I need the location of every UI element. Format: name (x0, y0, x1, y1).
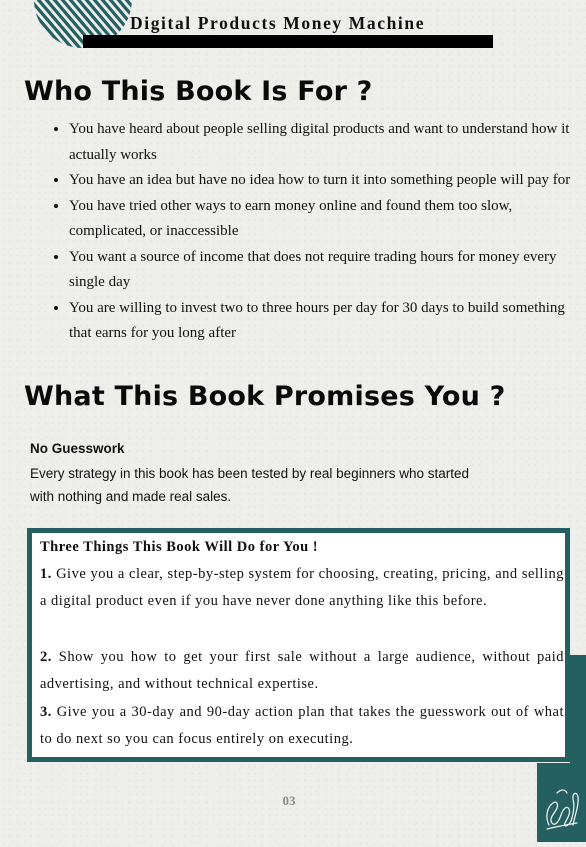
list-item: • You have tried other ways to earn money online and found them too slow, complicated, or inaccessible (69, 194, 574, 245)
who-heading: Who This Book Is For ? (24, 76, 373, 107)
list-item: • You are willing to invest two to three hours per day for 30 days to build something that earns for you long after (69, 296, 574, 347)
item-number: 1. (40, 566, 52, 582)
header-title: Digital Products Money Machine (130, 13, 426, 33)
no-guesswork-body: Every strategy in this book has been tested by real beginners who started with nothing and made real sales. (30, 466, 470, 504)
list-item: • You have an idea but have no idea how to turn it into something people will pay for (69, 168, 574, 194)
list-item: • You have heard about people selling digital products and want to understand how it actually works (69, 117, 574, 168)
item-text: Give you a 30-day and 90-day action plan that takes the guesswork out of what to do next so you can focus entirely on executing. (40, 704, 565, 747)
header-bar (83, 35, 493, 48)
promise-heading: What This Book Promises You ? (24, 381, 506, 412)
box-title: Three Things This Book Will Do for You ! (40, 539, 319, 555)
item-text: Give you a clear, step-by-step system for choosing, creating, pricing, and selling a digital product even if you have never done anything like this before. (40, 566, 564, 609)
who-list (24, 117, 574, 347)
box-item (40, 644, 564, 698)
item-number: 3. (40, 704, 52, 720)
item-number: 2. (40, 649, 52, 665)
no-guesswork-title: No Guesswork (30, 441, 125, 456)
item-text: Show you how to get your first sale without a large audience, without paid advertising, and without technical expertise. (40, 649, 565, 692)
three-things-box (27, 528, 570, 762)
page-number: 03 (282, 793, 296, 808)
list-item: • You want a source of income that does not require trading hours for money every single day (69, 245, 574, 296)
box-item (40, 561, 564, 615)
box-item (40, 699, 564, 753)
